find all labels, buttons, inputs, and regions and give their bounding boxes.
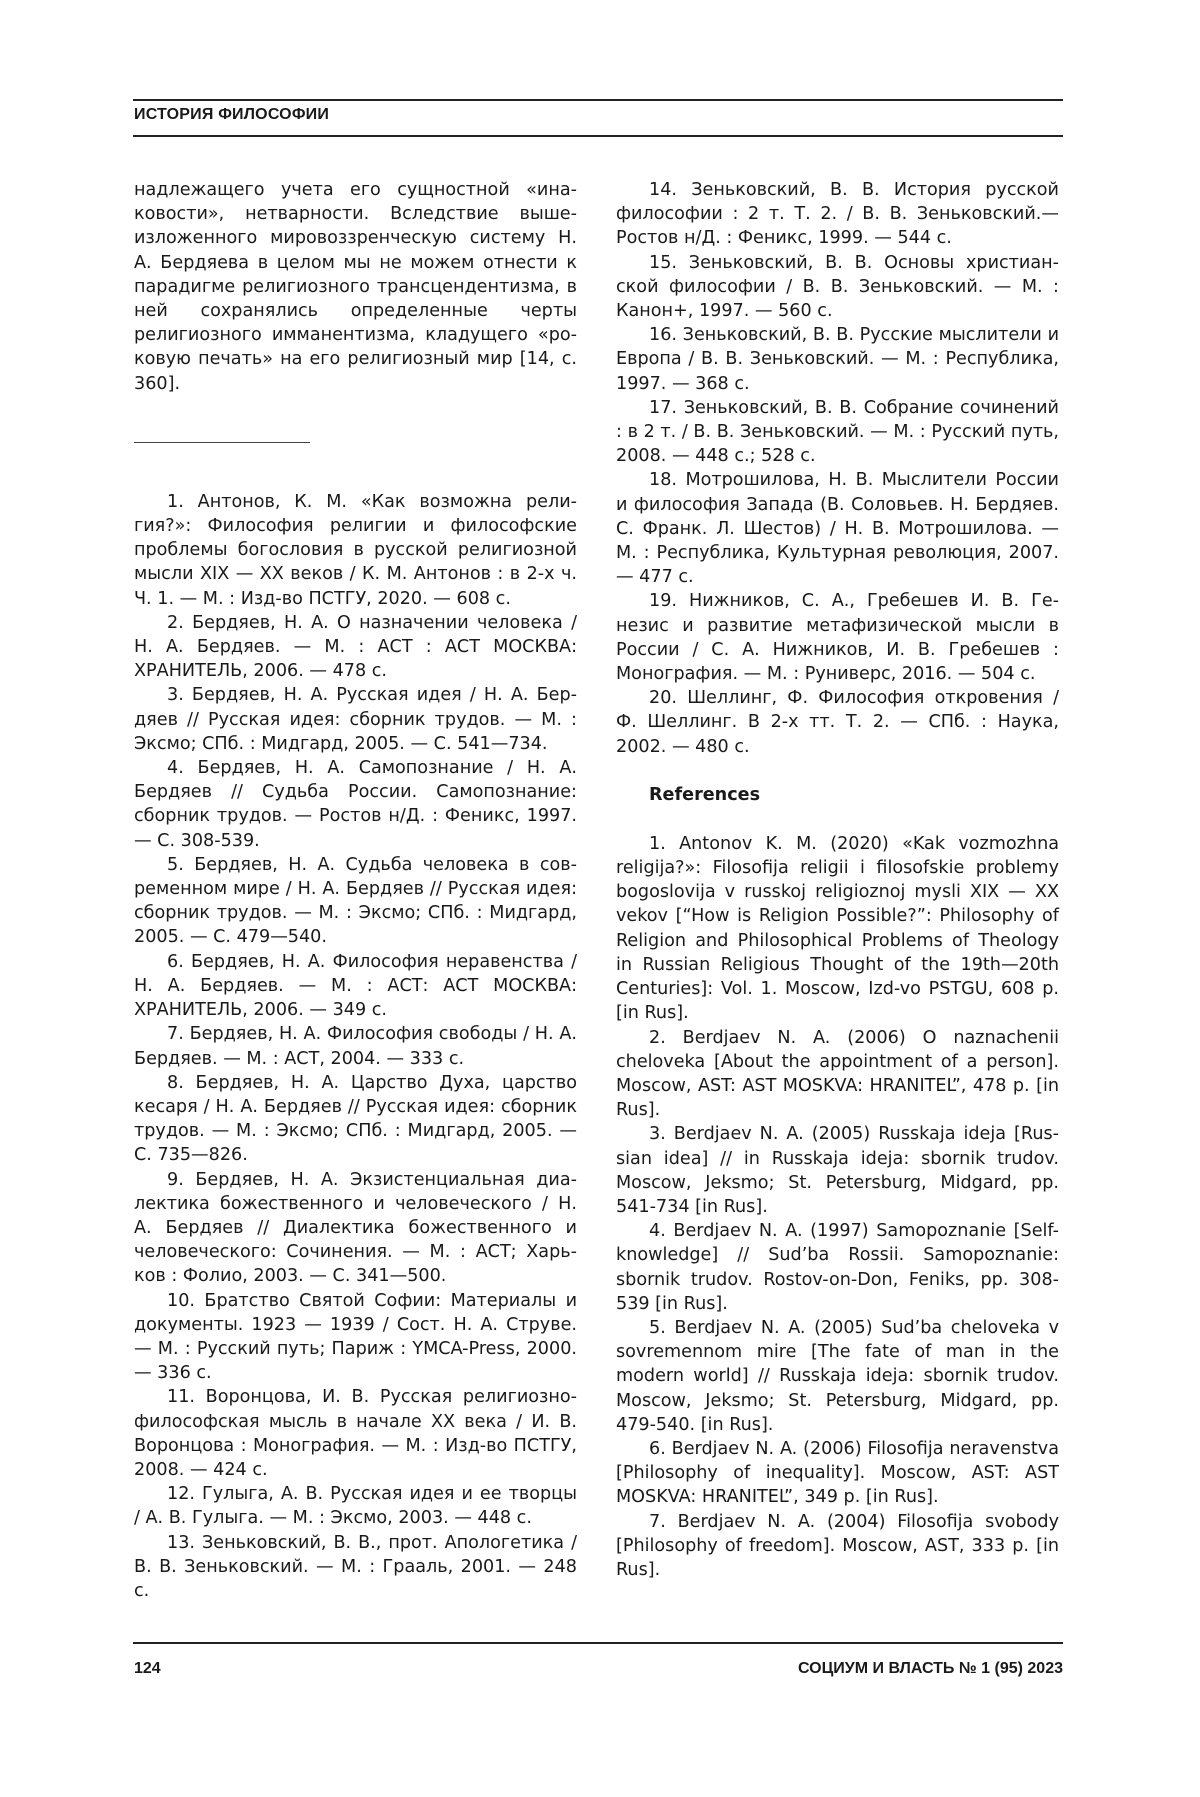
reference-item-en: 6. Berdjaev N. A. (2006) Filosofija neravenst­va [Philosophy of inequality]. Moscow, AST: AST MOSKVA: HRANITEL”, 349 p. [in Rus].: [616, 1437, 1059, 1510]
footer-rule: [133, 1642, 1063, 1644]
reference-item: 17. Зеньковский, В. В. Собрание сочине­ний : в 2 т. / В. В. Зеньковский. — М. : Рус­ский путь, 2008. — 448 с.; 528 с.: [616, 396, 1059, 469]
references-ru-list-part-2: [616, 178, 1059, 759]
reference-item-en: 5. Berdjaev N. A. (2005) Sud’ba cheloveka v sovremennom mire [The fate of man in the modern world] // Russkaja ideja: sbornik tru­dov. Moscow, Jeksmo; St. Petersburg, Midgard, pp. 479-540. [in Rus].: [616, 1316, 1059, 1437]
running-title: ИСТОРИЯ ФИЛОСОФИИ: [134, 106, 329, 124]
reference-item: 18. Мотрошилова, Н. В. Мыслители Рос­сии и философия Запада (В. Соловьев. Н. Бердяев. С. Франк. Л. Шестов) / Н. В. Мотро­шилова. — М. : Республика, Культурная ре­волюция, 2007. — 477 с.: [616, 468, 1059, 589]
reference-item: 2. Бердяев, Н. А. О назначении человека / Н. А. Бердяев. — М. : АСТ : АСТ МОСКВА: ХРАНИТЕЛЬ, 2006. — 478 с.: [134, 611, 577, 684]
page-number: 124: [134, 1660, 161, 1678]
reference-item: 4. Бердяев, Н. А. Самопознание / Н. А. Бердяев // Судьба России. Самопознание: сборник трудов. — Ростов н/Д. : Феникс, 1997. — С. 308-539.: [134, 756, 577, 853]
reference-item: 14. Зеньковский, В. В. История русской философии : 2 т. Т. 2. / В. В. Зеньковский.— Ростов н/Д. : Феникс, 1999. — 544 с.: [616, 178, 1059, 251]
reference-item: 13. Зеньковский, В. В., прот. Аполо­гетика / В. В. Зеньковский. — М. : Грааль, 2001. — 248 с.: [134, 1531, 577, 1604]
reference-item: 10. Братство Святой Софии: Материалы и документы. 1923 — 1939 / Сост. Н. А. Стру­ве. — М. : Русский путь; Париж : YMCA-Press, 2000. — 336 с.: [134, 1289, 577, 1386]
reference-item: 16. Зеньковский, В. В. Русские мыслители и Европа / В. В. Зеньковский. — М. : Респу­блика, 1997. — 368 с.: [616, 323, 1059, 396]
left-column: [134, 178, 577, 1603]
references-en-list: [616, 832, 1059, 1582]
reference-item: 5. Бердяев, Н. А. Судьба человека в сов­ременном мире / Н. А. Бердяев // Русская идея: сборник трудов. — М. : Эксмо; СПб. : Мидгард, 2005. — С. 479—540.: [134, 853, 577, 950]
reference-item-en: 2. Berdjaev N. A. (2006) O naznachenii cheloveka [About the appointment of a per­son]. Moscow, AST: AST MOSKVA: HRANITEL”, 478 p. [in Rus].: [616, 1026, 1059, 1123]
journal-issue: СОЦИУМ И ВЛАСТЬ № 1 (95) 2023: [798, 1660, 1063, 1678]
right-column: [616, 178, 1059, 1582]
header-rule-bottom: [133, 135, 1063, 137]
reference-item: 8. Бердяев, Н. А. Царство Духа, царство кесаря / Н. А. Бердяев // Русская идея: сбор­ник трудов. — М. : Эксмо; СПб. : Мидгард, 2005. — С. 735—826.: [134, 1071, 577, 1168]
references-ru-list-part-1: [134, 490, 577, 1603]
reference-item: 7. Бердяев, Н. А. Философия свободы / Н. А. Бердяев. — М. : АСТ, 2004. — 333 с.: [134, 1022, 577, 1070]
reference-item: 11. Воронцова, И. В. Русская религиоз­но-философская мысль в начале XX века / И. В. Воронцова : Монография. — М. : Изд-во ПСТГУ, 2008. — 424 с.: [134, 1385, 577, 1482]
reference-item-en: 1. Antonov K. M. (2020) «Kak vozmozhna religija?»: Filosofija religii i filosofskie problemy bogoslovija v russkoj religioznoj mysli XIX — XX vekov [“How is Religion Possible?”: Philoso­phy of Religion and Philosophical Problems of Theology in Russian Religious Thought of the 19th—20th Centuries]: Vol. 1. Moscow, Izd-vo PSTGU, 608 p. [in Rus].: [616, 832, 1059, 1026]
reference-item-en: 3. Berdjaev N. A. (2005) Russkaja ideja [Rus­sian idea] // in Russkaja ideja: sbornik trudov. Moscow, Jeksmo; St. Petersburg, Midgard, pp. 541-734 [in Rus].: [616, 1122, 1059, 1219]
body-paragraph: надлежащего учета его сущностной «ина­ковости», нетварности. Вследствие выше­изложенного мировоззренческую систему Н. А. Бердяева в целом мы не можем отнести к парадигме религиозного трансцендентиз­ма, в ней сохранялись определенные черты религиозного имманентизма, кладущего «ро­ковую печать» на его религиозный мир [14, с. 360].: [134, 178, 577, 396]
reference-item: 19. Нижников, С. А., Гребешев И. В. Ге­незис и развитие метафизической мысли в России / С. А. Нижников, И. В. Гребешев : Монография. — М. : Руниверс, 2016. — 504 с.: [616, 589, 1059, 686]
reference-item: 15. Зеньковский, В. В. Основы христиан­ской философии / В. В. Зеньковский. — М. : Канон+, 1997. — 560 с.: [616, 251, 1059, 324]
reference-item: 1. Антонов, К. М. «Как возможна рели­гия?»: Философия религии и философские проблемы богословия в русской религиоз­ной мысли XIX — XX веков / К. М. Антонов : в 2-х ч. Ч. 1. — М. : Изд-во ПСТГУ, 2020. — 608 с.: [134, 490, 577, 611]
footnote-separator: [134, 442, 310, 443]
reference-item-en: 7. Berdjaev N. A. (2004) Filosofija svobody [Philosophy of freedom]. Moscow, AST, 333 p. [in Rus].: [616, 1510, 1059, 1583]
references-heading: References: [616, 783, 1059, 807]
reference-item: 3. Бердяев, Н. А. Русская идея / Н. А. Бер­дяев // Русская идея: сборник трудов. — М. : Эксмо; СПб. : Мидгард, 2005. — С. 541—734.: [134, 683, 577, 756]
reference-item: 12. Гулыга, А. В. Русская идея и ее твор­цы / А. В. Гулыга. — М. : Эксмо, 2003. — 448 с.: [134, 1482, 577, 1530]
reference-item: 9. Бердяев, Н. А. Экзистенциальная диа­лектика божественного и человеческого / Н. А. Бердяев // Диалектика божественного и человеческого: Сочинения. — М. : АСТ; Харь­ков : Фолио, 2003. — С. 341—500.: [134, 1168, 577, 1289]
reference-item: 6. Бердяев, Н. А. Философия неравенст­ва / Н. А. Бердяев. — М. : АСТ: АСТ МОСКВА: ХРАНИТЕЛЬ, 2006. — 349 с.: [134, 950, 577, 1023]
header-rule-top: [133, 99, 1063, 101]
reference-item-en: 4. Berdjaev N. A. (1997) Samopoznanie [Self-knowledge] // Sud’ba Rossii. Samo­poznanie: sbornik trudov. Rostov-on-Don, Fe­niks, pp. 308-539 [in Rus].: [616, 1219, 1059, 1316]
reference-item: 20. Шеллинг, Ф. Философия откровения / Ф. Шеллинг. В 2-х тт. Т. 2. — СПб. : Наука, 2002. — 480 с.: [616, 686, 1059, 759]
